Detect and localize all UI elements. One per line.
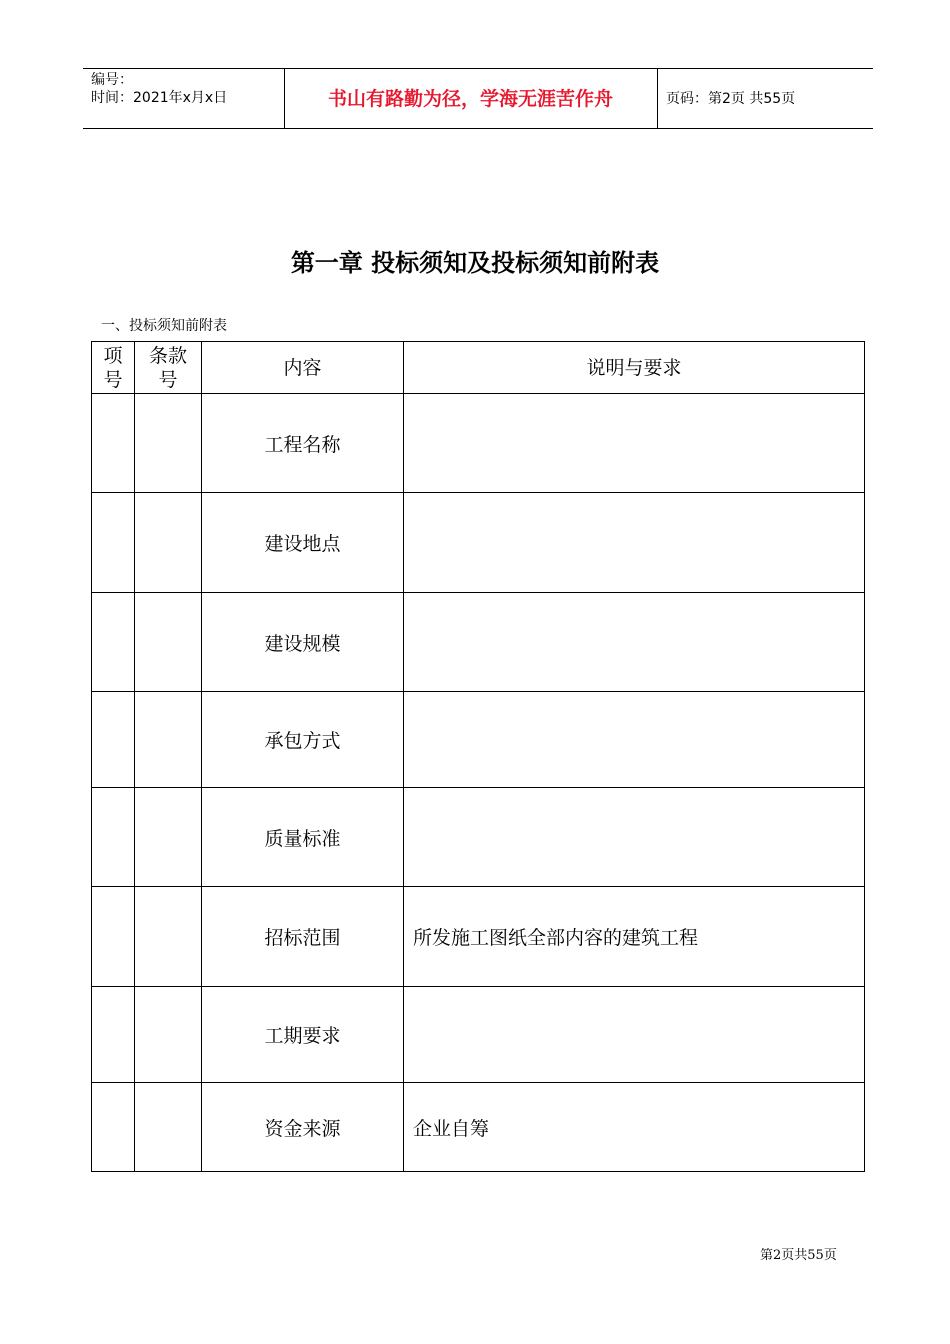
section-heading: 一、投标须知前附表 [101, 318, 227, 334]
cell-clause-no [135, 788, 202, 887]
table-row [92, 593, 865, 692]
cell-description: 企业自筹 [404, 1083, 865, 1172]
bid-notice-table [91, 341, 865, 1172]
cell-content: 工程名称 [202, 394, 404, 493]
cell-description [404, 987, 865, 1083]
cell-item-no [92, 887, 135, 987]
header-clause-no-line2: 号 [158, 368, 178, 391]
header-item-no-line2: 号 [103, 368, 123, 391]
table-row [92, 394, 865, 493]
cell-clause-no [135, 692, 202, 788]
header-clause-no-line1: 条款 [148, 344, 187, 367]
header-time-label: 时间：2021年x月x日 [91, 90, 228, 106]
cell-description [404, 493, 865, 593]
cell-clause-no [135, 887, 202, 987]
cell-clause-no [135, 493, 202, 593]
cell-clause-no [135, 593, 202, 692]
cell-content: 资金来源 [202, 1083, 404, 1172]
cell-description: 所发施工图纸全部内容的建筑工程 [404, 887, 865, 987]
header-item-no-line1: 项 [103, 344, 123, 367]
header-description: 说明与要求 [404, 342, 865, 394]
header-meta [91, 71, 227, 107]
chapter-title: 第一章 投标须知及投标须知前附表 [290, 249, 660, 277]
cell-description [404, 692, 865, 788]
header-item-no [92, 342, 135, 394]
header-content: 内容 [202, 342, 404, 394]
table-row [92, 987, 865, 1083]
cell-item-no [92, 987, 135, 1083]
table-row [92, 788, 865, 887]
cell-item-no [92, 493, 135, 593]
table-row [92, 1083, 865, 1172]
cell-content: 承包方式 [202, 692, 404, 788]
page-footer: 第2页共55页 [760, 1248, 837, 1263]
cell-description [404, 788, 865, 887]
header-divider-right [657, 68, 658, 128]
cell-content: 建设规模 [202, 593, 404, 692]
table-row [92, 692, 865, 788]
cell-item-no [92, 394, 135, 493]
cell-description [404, 394, 865, 493]
table-header-row [92, 342, 865, 394]
cell-content: 建设地点 [202, 493, 404, 593]
table-row [92, 887, 865, 987]
cell-clause-no [135, 394, 202, 493]
cell-content: 招标范围 [202, 887, 404, 987]
header-number-label: 编号： [91, 72, 133, 88]
cell-item-no [92, 593, 135, 692]
cell-item-no [92, 1083, 135, 1172]
cell-content: 工期要求 [202, 987, 404, 1083]
cell-clause-no [135, 987, 202, 1083]
cell-item-no [92, 788, 135, 887]
cell-item-no [92, 692, 135, 788]
cell-clause-no [135, 1083, 202, 1172]
header-top-rule [83, 68, 873, 69]
header-motto: 书山有路勤为径，学海无涯苦作舟 [327, 88, 613, 110]
cell-content: 质量标准 [202, 788, 404, 887]
table-row [92, 493, 865, 593]
header-clause-no [135, 342, 202, 394]
header-bottom-rule [83, 128, 873, 129]
header-page-info: 页码：第2页 共55页 [666, 91, 796, 107]
cell-description [404, 593, 865, 692]
